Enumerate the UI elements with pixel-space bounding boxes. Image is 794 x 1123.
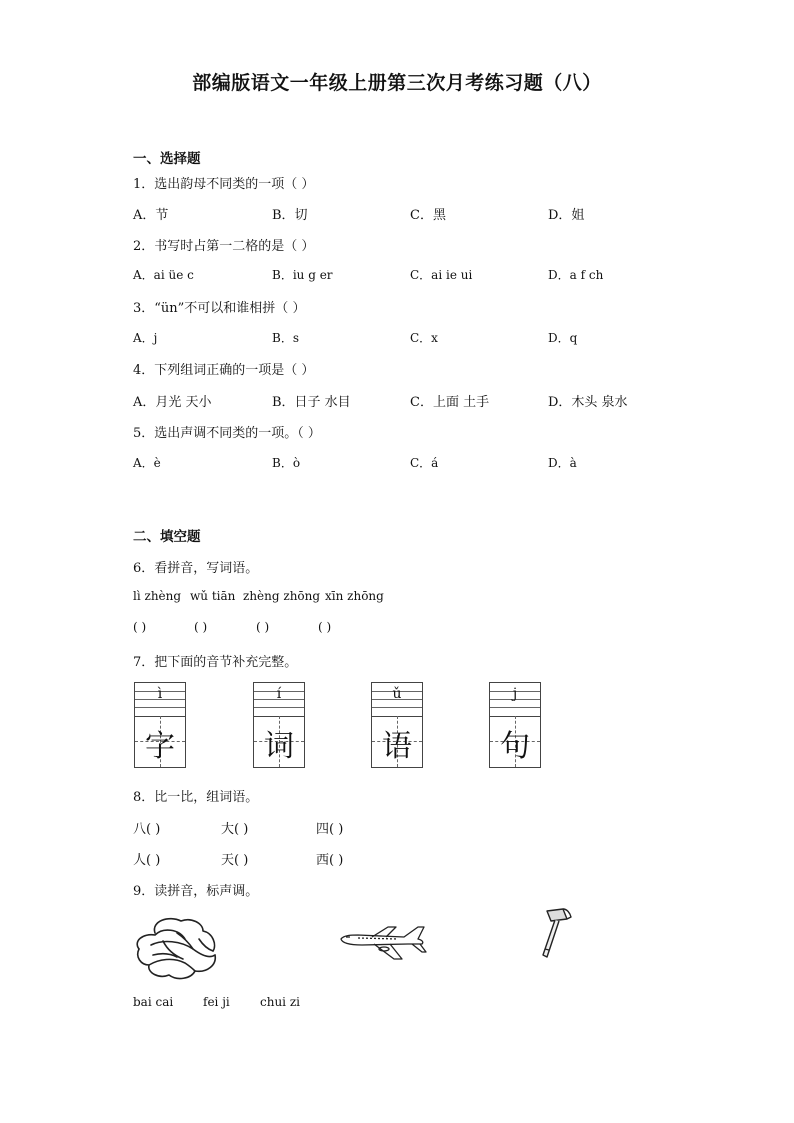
hammer-image xyxy=(533,905,577,963)
compare-row-2 xyxy=(133,849,533,867)
option-d[interactable]: D．木头 泉水 xyxy=(548,395,628,410)
word-blank[interactable]: 西( ) xyxy=(316,853,344,868)
compare-row-1 xyxy=(133,818,533,836)
option-b[interactable]: B．ò xyxy=(272,456,301,470)
section-fill-heading: 二、填空题 xyxy=(133,529,201,545)
syllable-pinyin: í xyxy=(276,686,282,702)
option-c[interactable]: C．黑 xyxy=(410,208,446,223)
option-c[interactable]: C．上面 土手 xyxy=(410,395,490,410)
cabbage-image xyxy=(133,915,223,983)
pinyin-label-hammer: chui zi xyxy=(260,995,300,1009)
option-b[interactable]: B．iu g er xyxy=(272,268,333,282)
option-c[interactable]: C．x xyxy=(410,331,438,345)
syllable-character: 字 xyxy=(145,729,175,764)
option-a[interactable]: A．节 xyxy=(133,208,169,223)
writing-grid-cell[interactable] xyxy=(253,682,305,768)
option-d[interactable]: D．a f ch xyxy=(548,268,604,282)
question-1: 1．选出韵母不同类的一项（ ） xyxy=(133,177,315,192)
airplane-image xyxy=(338,925,428,965)
page-title: 部编版语文一年级上册第三次月考练习题（八） xyxy=(192,72,602,94)
pinyin-label-airplane: fei ji xyxy=(203,995,230,1009)
question-2: 2．书写时占第一二格的是（ ） xyxy=(133,239,315,254)
question-8: 8．比一比，组词语。 xyxy=(133,790,259,805)
question-3: 3．“ün”不可以和谁相拼（ ） xyxy=(133,301,306,316)
option-c[interactable]: C．ai ie ui xyxy=(410,268,473,282)
syllable-pinyin: ǔ xyxy=(392,686,402,702)
pinyin-item: lì zhèng xyxy=(133,589,182,603)
question-7: 7．把下面的音节补充完整。 xyxy=(133,655,298,670)
syllable-pinyin: ì xyxy=(157,686,163,702)
option-b[interactable]: B．切 xyxy=(272,208,308,223)
syllable-pinyin: j xyxy=(512,686,518,702)
option-b[interactable]: B．s xyxy=(272,331,299,345)
option-b[interactable]: B．日子 水目 xyxy=(272,395,351,410)
word-blank[interactable]: 大( ) xyxy=(221,822,249,837)
section-choice-heading: 一、选择题 xyxy=(133,151,201,167)
pinyin-item: xīn zhōng xyxy=(325,589,384,603)
question-6: 6．看拼音，写词语。 xyxy=(133,561,259,576)
writing-grid-cell[interactable] xyxy=(489,682,541,768)
option-d[interactable]: D．à xyxy=(548,456,577,470)
answer-blank[interactable]: ( ) xyxy=(194,620,208,634)
option-a[interactable]: A．è xyxy=(133,456,161,470)
option-d[interactable]: D．q xyxy=(548,331,578,345)
answer-blank[interactable]: ( ) xyxy=(133,620,147,634)
question-9: 9．读拼音，标声调。 xyxy=(133,884,259,899)
word-blank[interactable]: 四( ) xyxy=(316,822,344,837)
option-c[interactable]: C．á xyxy=(410,456,439,470)
word-blank[interactable]: 人( ) xyxy=(133,853,161,868)
question-4: 4．下列组词正确的一项是（ ） xyxy=(133,363,315,378)
syllable-character: 句 xyxy=(500,729,530,764)
answer-blank[interactable]: ( ) xyxy=(318,620,332,634)
word-blank[interactable]: 天( ) xyxy=(221,853,249,868)
writing-grid-cell[interactable] xyxy=(134,682,186,768)
syllable-character: 语 xyxy=(382,729,412,764)
word-blank[interactable]: 八( ) xyxy=(133,822,161,837)
pinyin-label-cabbage: bai cai xyxy=(133,995,174,1009)
answer-blanks-row xyxy=(133,620,533,638)
pinyin-item: zhèng zhōng xyxy=(243,589,321,603)
pinyin-row xyxy=(133,589,533,607)
writing-grid-cell[interactable] xyxy=(371,682,423,768)
answer-blank[interactable]: ( ) xyxy=(256,620,270,634)
option-a[interactable]: A．月光 天小 xyxy=(133,395,212,410)
pinyin-item: wǔ tiān xyxy=(190,589,236,603)
option-a[interactable]: A．ai üe c xyxy=(133,268,194,282)
question-5: 5．选出声调不同类的一项。（ ） xyxy=(133,426,321,441)
option-a[interactable]: A．j xyxy=(133,331,158,345)
syllable-character: 词 xyxy=(264,729,294,764)
option-d[interactable]: D．姐 xyxy=(548,208,585,223)
